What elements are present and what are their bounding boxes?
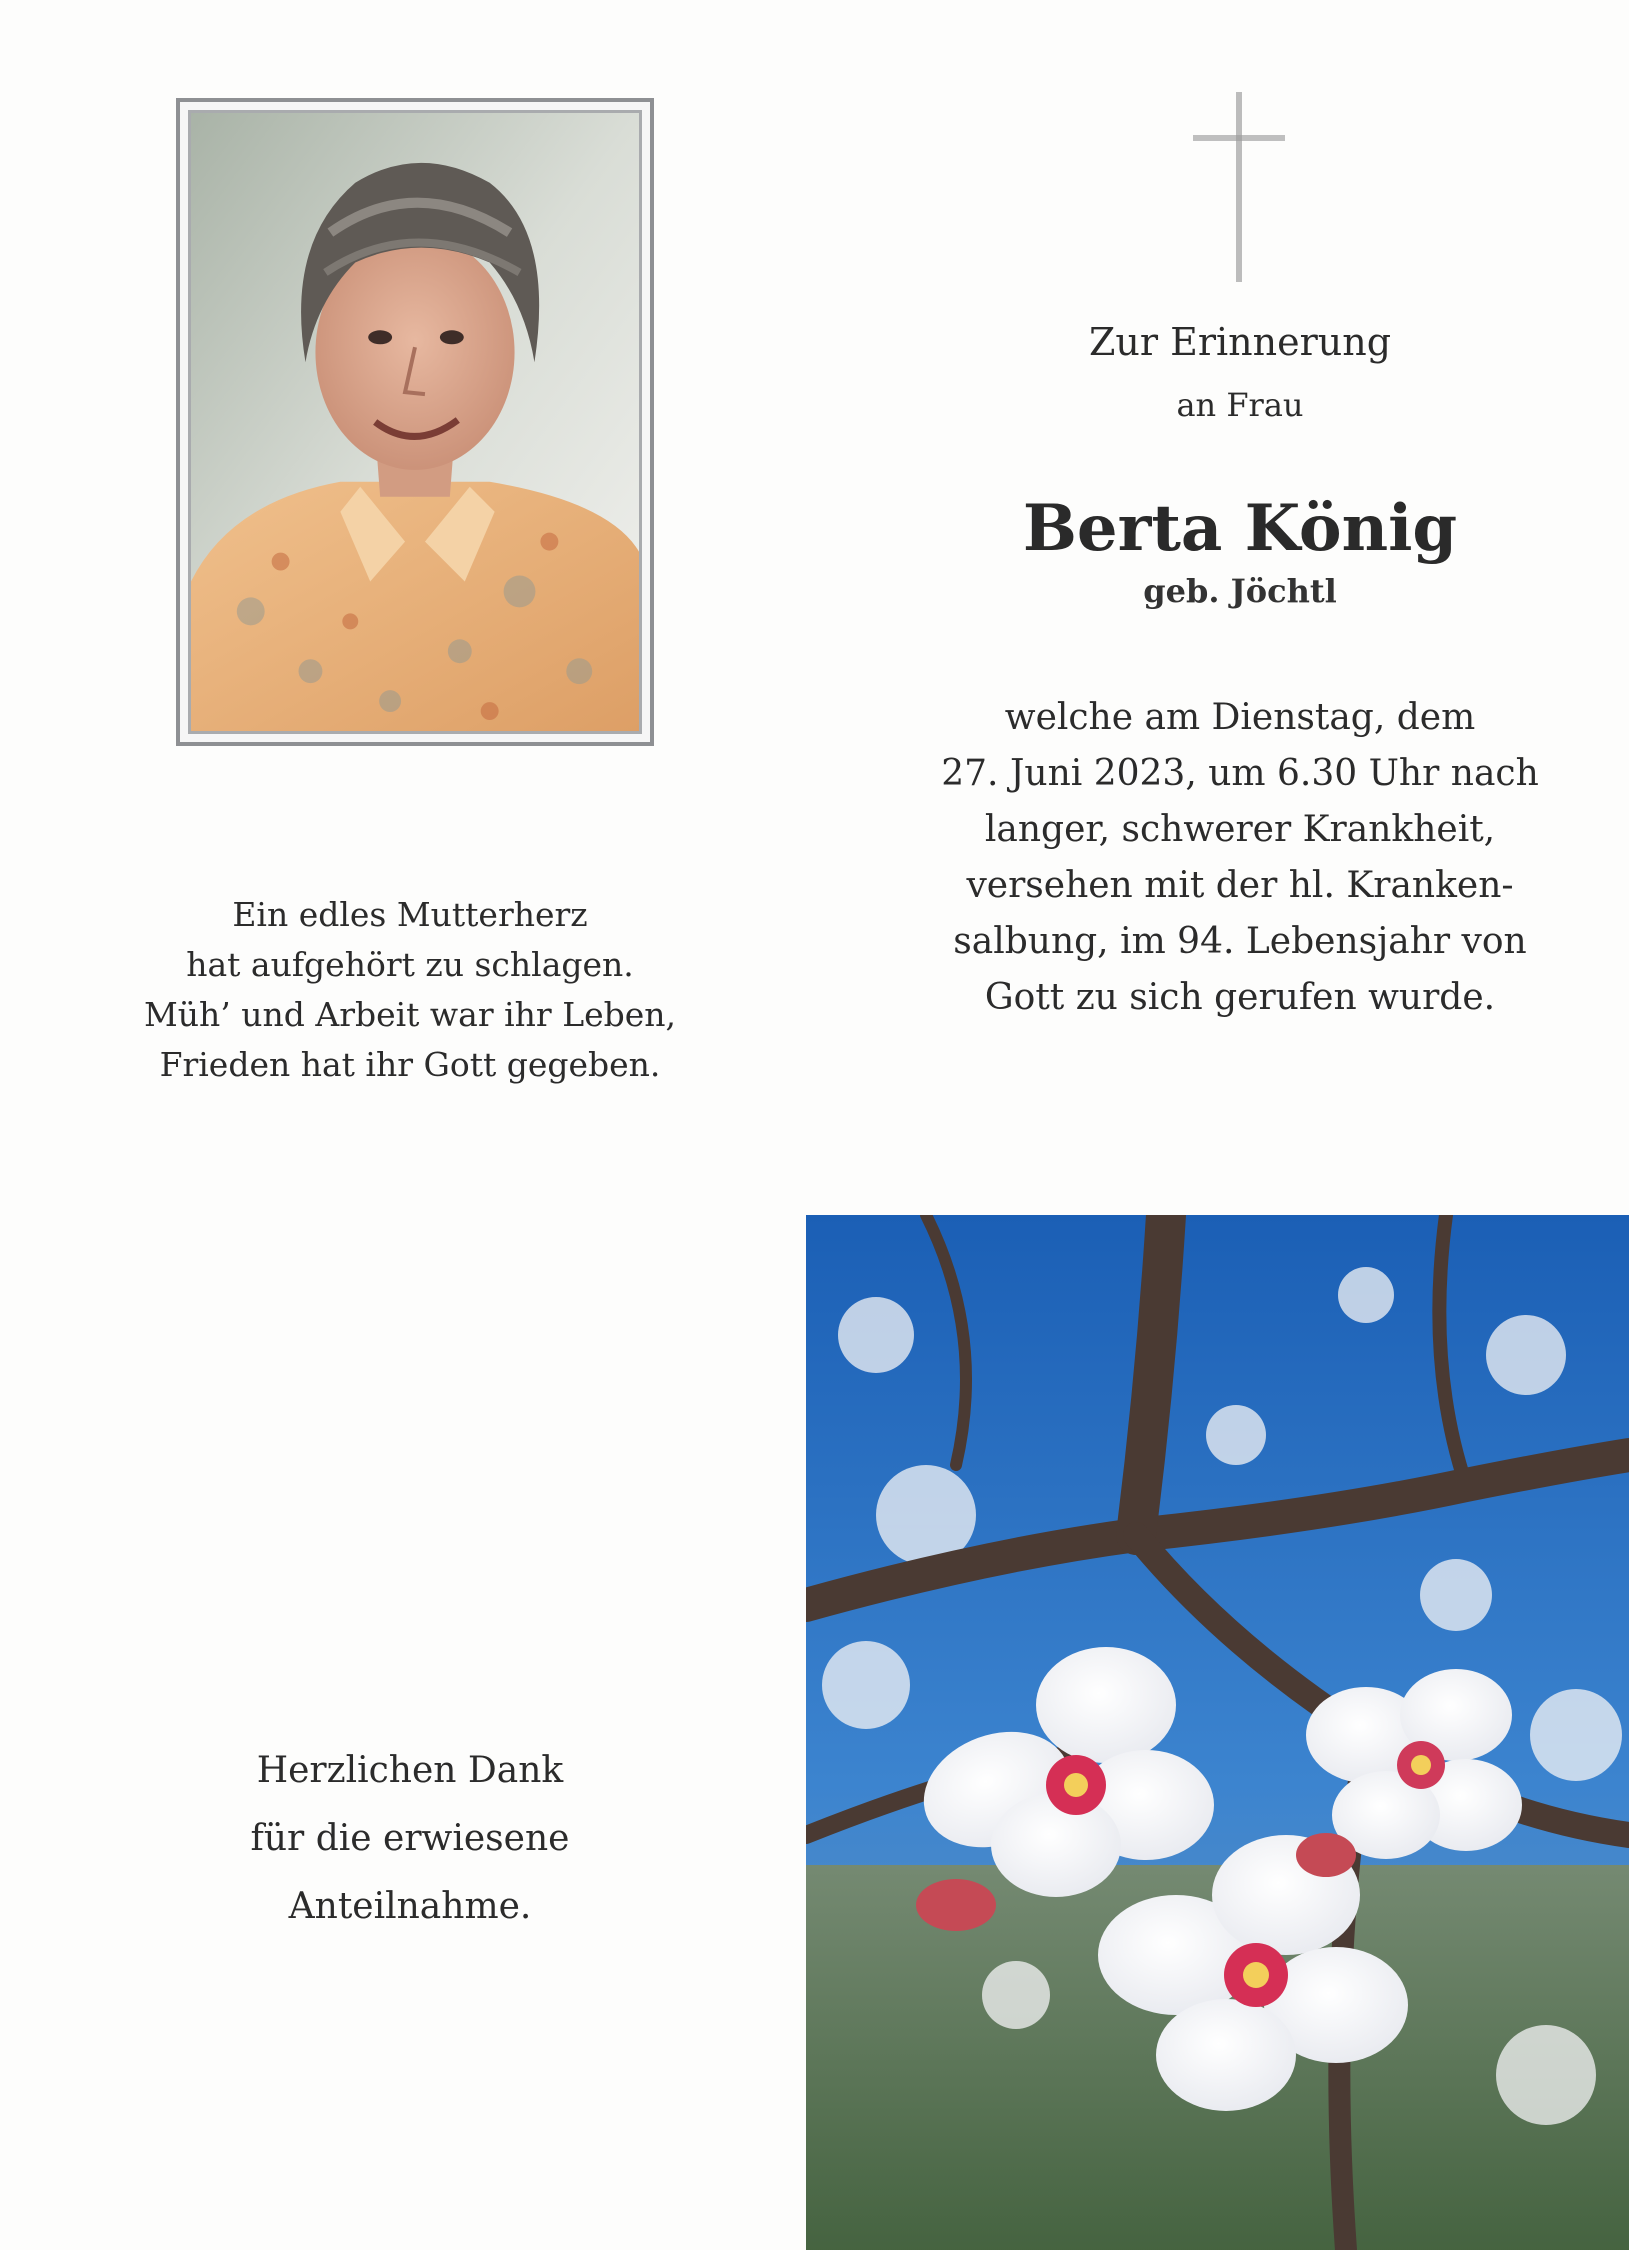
announcement-line: salbung, im 94. Lebensjahr von — [953, 921, 1527, 962]
maiden-name: geb. Jöchtl — [1143, 572, 1337, 610]
portrait-frame — [176, 98, 654, 746]
thanks-line: Herzlichen Dank — [256, 1750, 564, 1791]
announcement-line: versehen mit der hl. Kranken- — [966, 865, 1514, 906]
announcement-line: langer, schwerer Krankheit, — [984, 809, 1496, 850]
deceased-name: Berta König — [1022, 491, 1458, 566]
announcement-line: Gott zu sich gerufen wurde. — [984, 977, 1496, 1018]
poem-line: hat aufgehört zu schlagen. — [186, 945, 634, 984]
thanks-line: für die erwiesene — [250, 1818, 570, 1859]
cross-icon — [1193, 92, 1285, 282]
intro-heading: Zur Erinnerung — [1088, 320, 1392, 364]
announcement-line: 27. Juni 2023, um 6.30 Uhr nach — [941, 753, 1539, 794]
thanks-line: Anteilnahme. — [288, 1886, 532, 1927]
announcement-line: welche am Dienstag, dem — [1004, 697, 1476, 738]
poem-line: Ein edles Mutterherz — [232, 895, 588, 934]
poem-line: Müh’ und Arbeit war ihr Leben, — [143, 995, 677, 1034]
portrait-photo — [188, 110, 642, 734]
thanks-note — [140, 1737, 680, 1941]
memorial-poem — [90, 890, 730, 1090]
death-announcement — [880, 690, 1600, 1026]
apricot-blossom-photo — [806, 1215, 1629, 2250]
salutation: an Frau — [1176, 386, 1304, 424]
poem-line: Frieden hat ihr Gott gegeben. — [159, 1045, 661, 1084]
